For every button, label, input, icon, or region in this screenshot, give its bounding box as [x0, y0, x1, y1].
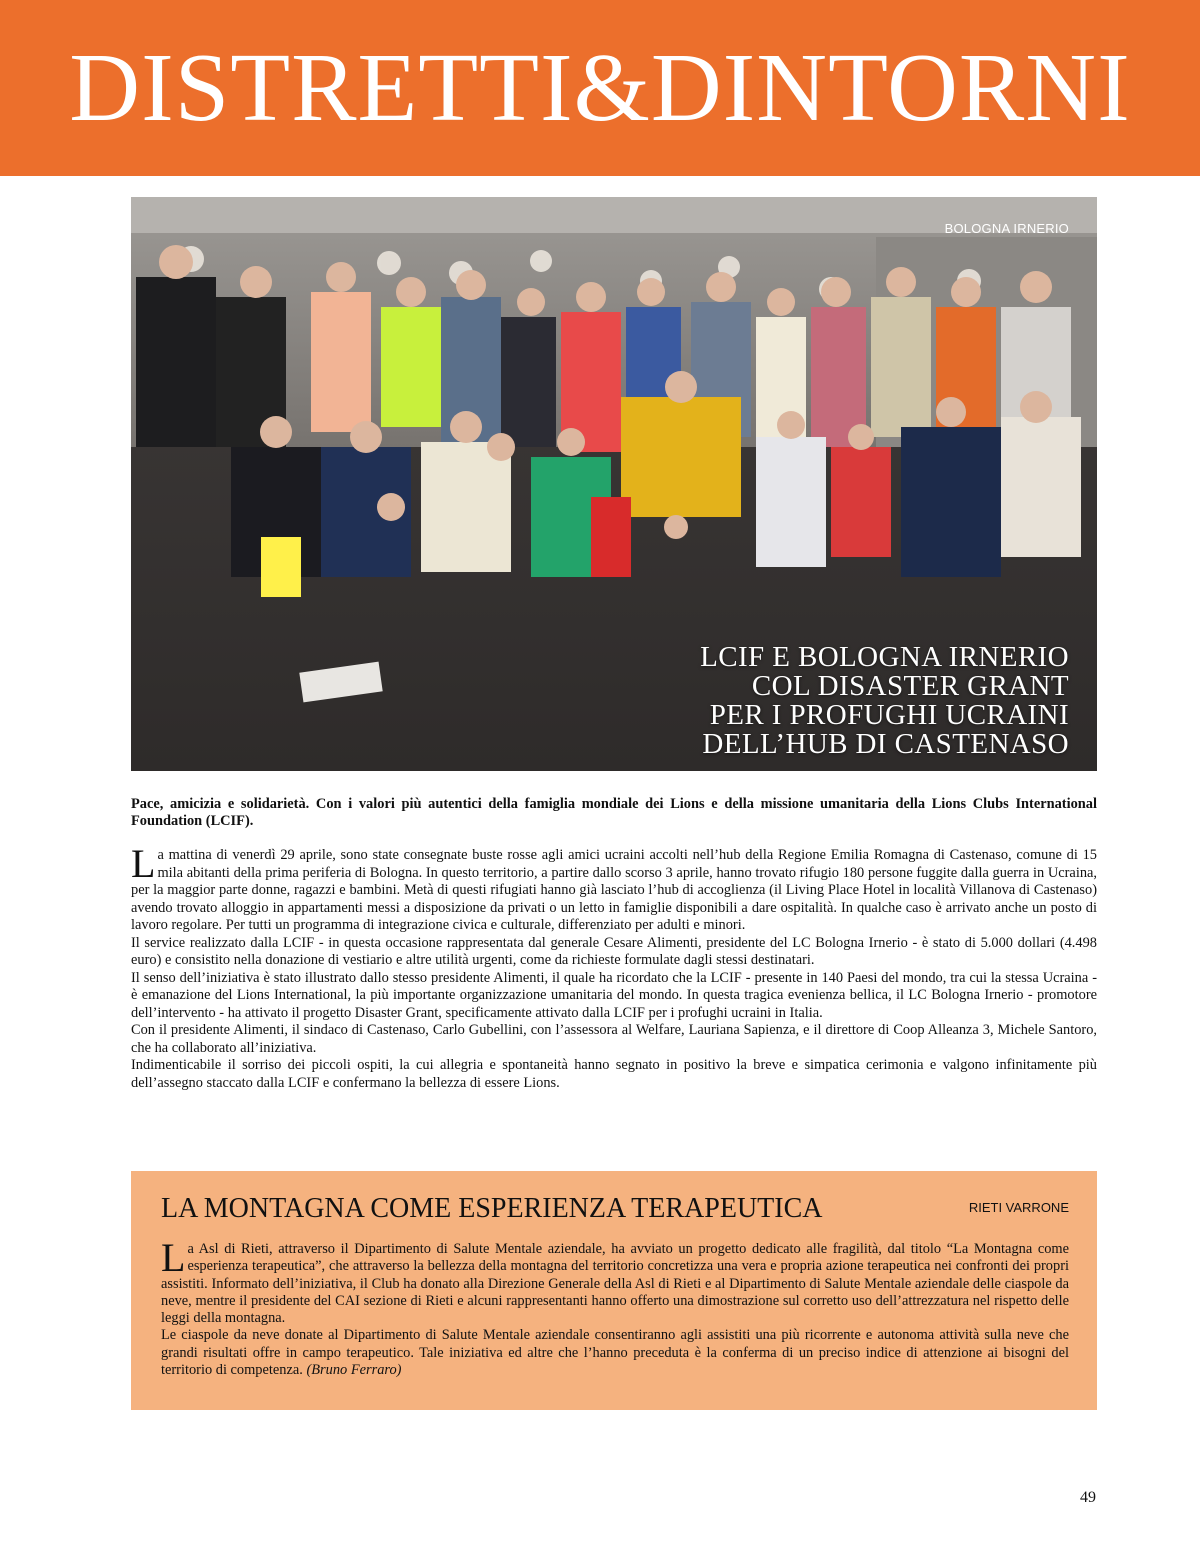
article-body	[131, 841, 1097, 1092]
box-club-tag: RIETI VARRONE	[968, 1200, 1069, 1215]
paragraph-text: a mattina di venerdì 29 aprile, sono state consegnate buste rosse agli amici ucraini accolti nell’hub della Regione Emilia Romagna di Castenaso, comune di 15 mila abitanti della prima periferia di Bologna. In questo territorio, a partire dallo scorso 3 aprile, hanno trovato rifugio 180 persone fuggite dalla guerra in Ucraina, per la maggior parte donne, ragazzi e bambini. Metà di questi rifugiati hanno già lasciato l’hub di accoglienza (il Living Place Hotel in località Villanova di Castenaso) avendo trovato alloggio in appartamenti messi a disposizione da privati o un letto in famiglie disponibili a dare ospitalità. In qualche caso è arrivato anche un posto di lavoro regolare. Per tutti un programma di integrazione civica e culturale, differenziato per adulti e minori.	[131, 847, 1097, 933]
group-photo	[131, 197, 1097, 771]
box-paragraph	[161, 1235, 1069, 1327]
headline-line: PER I PROFUGHI UCRAINI	[709, 699, 1069, 731]
section-title: DISTRETTI&DINTORNI	[69, 34, 1131, 142]
box-title: LA MONTAGNA COME ESPERIENZA TERAPEUTICA	[161, 1193, 823, 1224]
drop-cap: L	[131, 841, 156, 886]
article-paragraph	[131, 841, 1097, 935]
article-paragraph: Il service realizzato dalla LCIF - in questa occasione rappresentata dal generale Cesare Alimenti, presidente del LC Bologna Irnerio - è stato di 5.000 dollari (4.498 euro) e consistito nella donazione di vestiario e altre utilità urgenti, come da richieste formulate dagli stessi destinatari.	[131, 934, 1097, 968]
article-lead: Pace, amicizia e solidarietà. Con i valori più autentici della famiglia mondiale dei Lions e della missione umanitaria della Lions Clubs International Foundation (LCIF).	[131, 796, 1097, 829]
author-credit: (Bruno Ferraro)	[306, 1362, 402, 1379]
paragraph-text: a Asl di Rieti, attraverso il Dipartimento di Salute Mentale aziendale, ha avviato un progetto dedicato alle fragilità, dal titolo “La Montagna come esperienza terapeutica”, che attraverso la bellezza della montagna del territorio concretizza una vera e propria azione terapeutica nei confronti dei propri assistiti. Informato dell’iniziativa, il Club ha donato alla Direzione Generale della Asl di Rieti e al Dipartimento di Salute Mentale aziendale delle ciaspole da neve, mentre il presidente del CAI sezione di Rieti e alcuni rappresentanti hanno offerto una dimostrazione sul corretto uso dell’attrezzatura nel rispetto delle leggi della montagna.	[161, 1241, 1069, 1327]
sidebar-article-box	[131, 1171, 1097, 1410]
paragraph-text: Le ciaspole da neve donate al Dipartimento di Salute Mentale aziendale consentiranno agli assistiti una più ricorrente e autonoma attività sulla neve che grandi risultati offre in campo terapeutico. Tale iniziativa ed altre che l’hanno preceduta è la conferma di un preciso indice di attenzione ai bisogni del territorio di competenza.	[161, 1327, 1069, 1379]
photo-club-tag: BOLOGNA IRNERIO	[944, 221, 1069, 236]
article-paragraph: Indimenticabile il sorriso dei piccoli ospiti, la cui allegria e spontaneità hanno segnato in positivo la breve e simpatica cerimonia e valgono infinitamente più dell’assegno staccato dalla LCIF e confermano la bellezza di essere Lions.	[131, 1057, 1097, 1091]
header-banner	[0, 0, 1200, 176]
box-paragraph	[161, 1327, 1069, 1379]
article-paragraph: Il senso dell’iniziativa è stato illustrato dallo stesso presidente Alimenti, il quale ha ricordato che la LCIF - presente in 140 Paesi del mondo, tra cui la stessa Ucraina - è emanazione del Lions International, la più importante organizzazione umanitaria del mondo. In questa tragica evenienza bellica, il LC Bologna Irnerio - promotore dell’intervento - ha attivato il progetto Disaster Grant, specificamente attivato dalla LCIF per i profughi ucraini in Italia.	[131, 969, 1097, 1021]
headline-line: DELL’HUB DI CASTENASO	[702, 728, 1069, 760]
drop-cap: L	[161, 1235, 186, 1280]
page-number: 49	[1080, 1489, 1096, 1506]
article-paragraph: Con il presidente Alimenti, il sindaco di Castenaso, Carlo Gubellini, con l’assessora al Welfare, Lauriana Sapienza, e il direttore di Coop Alleanza 3, Michele Santoro, che ha collaborato all’iniziativa.	[131, 1022, 1097, 1056]
headline-line: COL DISASTER GRANT	[751, 670, 1069, 702]
article-headline	[549, 643, 1069, 759]
box-body	[161, 1235, 1069, 1379]
headline-line: LCIF E BOLOGNA IRNERIO	[700, 641, 1069, 673]
